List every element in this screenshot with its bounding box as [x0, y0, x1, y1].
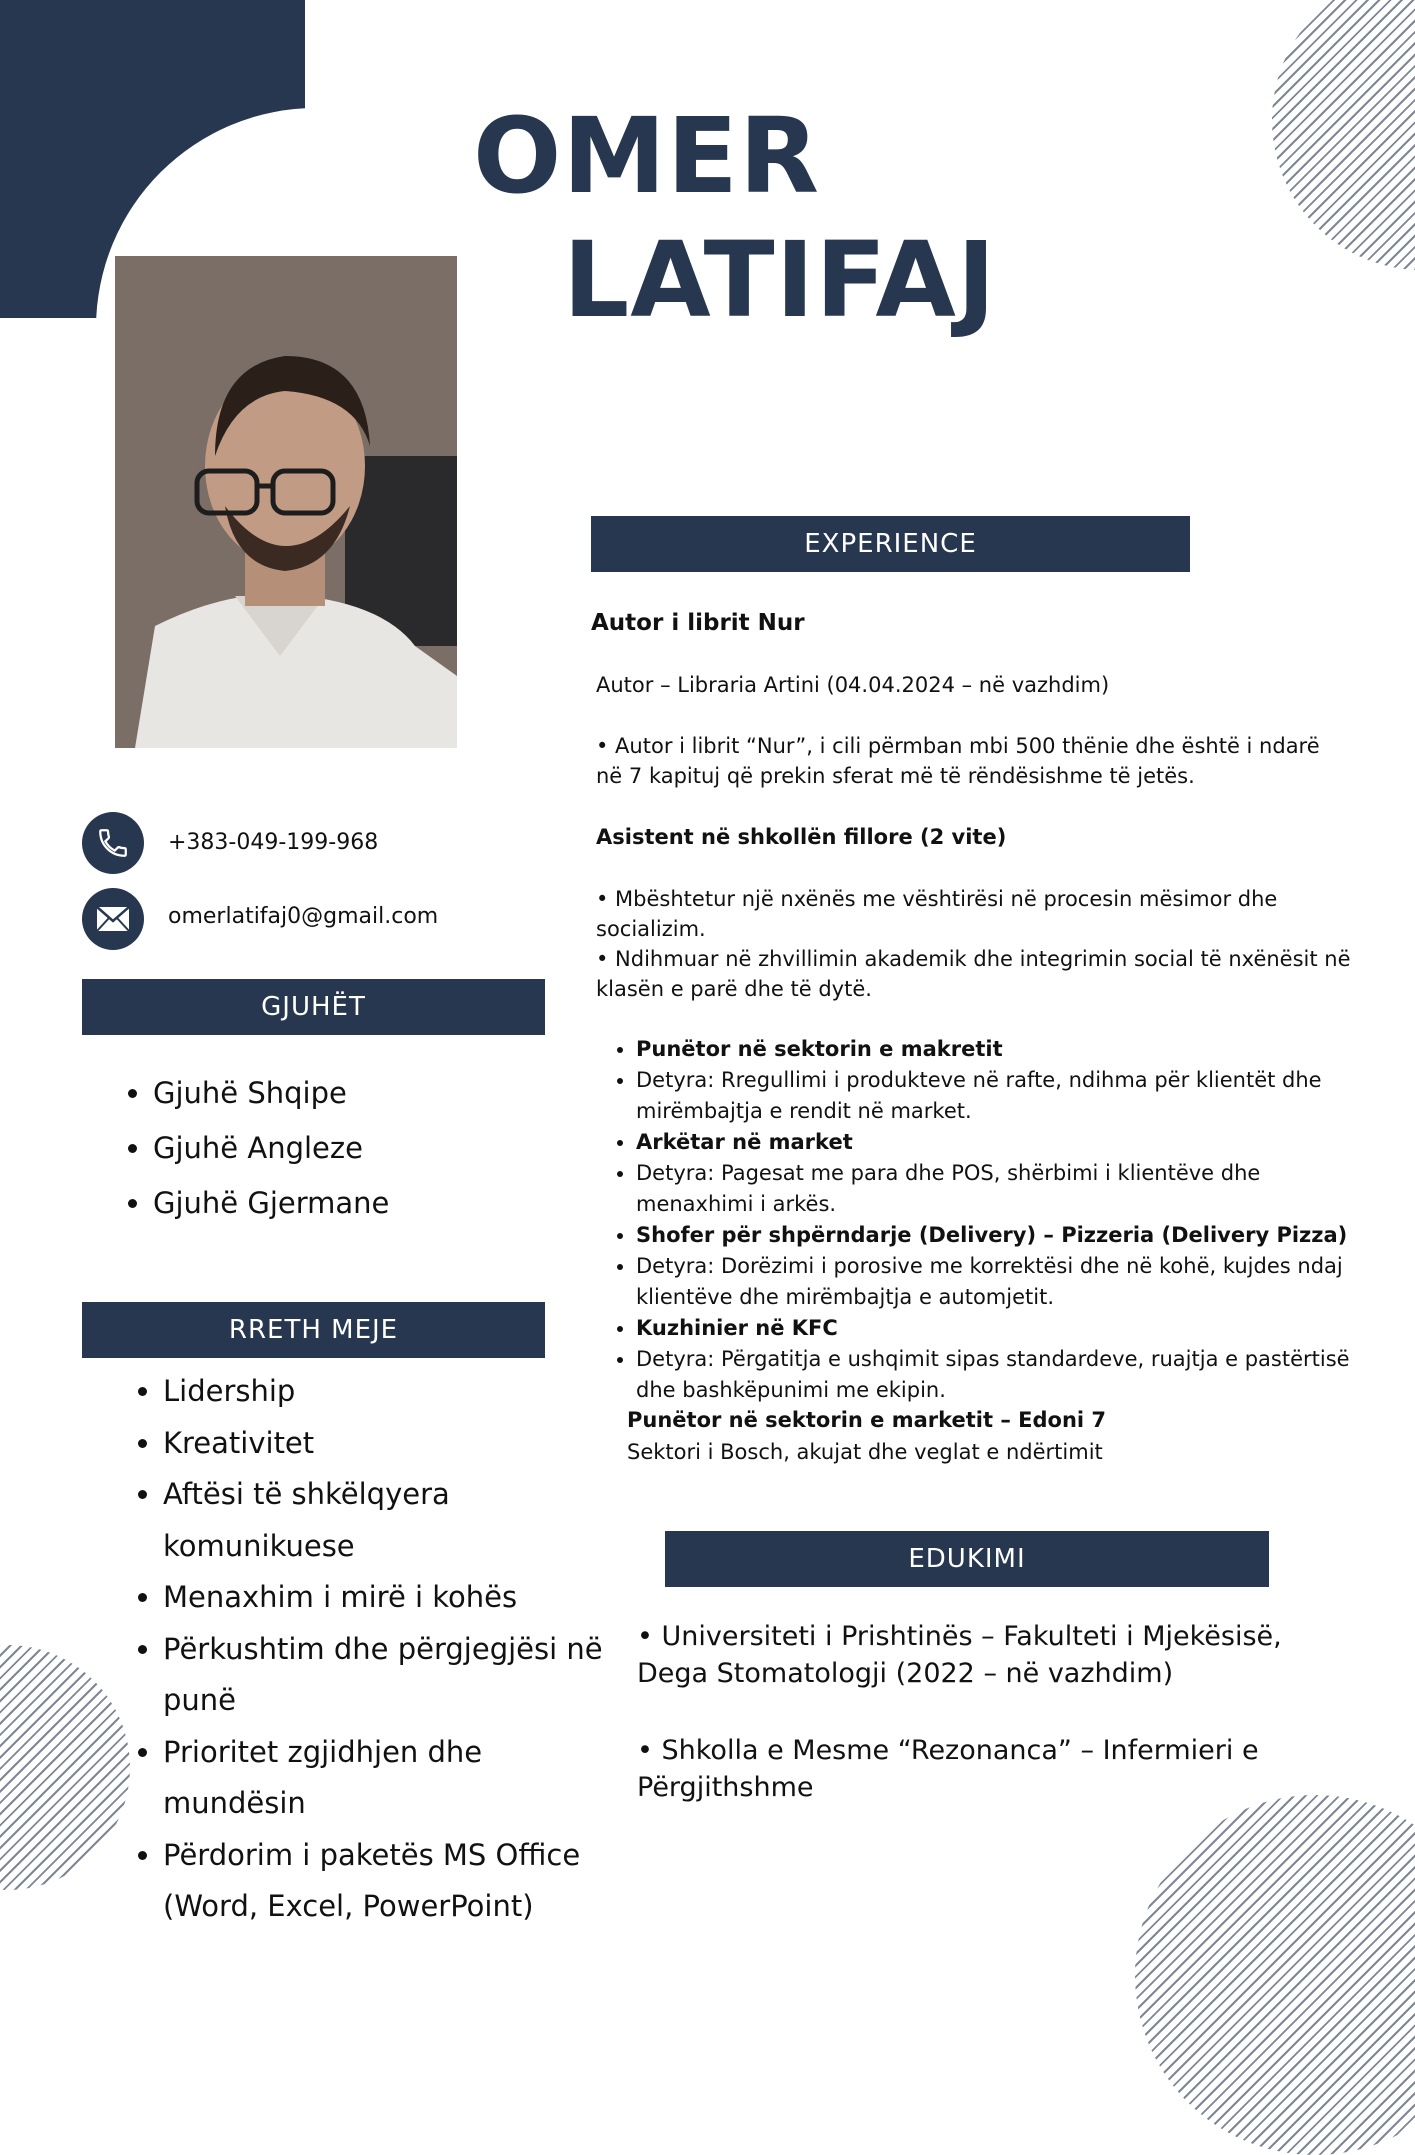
- about-item: • Menaxhim i mirë i kohës: [163, 1572, 603, 1624]
- assistant-point: • Ndihmuar në zhvillimin akademik dhe integrimin social të nxënësit në klasën e parë dhe të dytë.: [596, 947, 1351, 1001]
- education-heading: EDUKIMI: [665, 1531, 1269, 1587]
- about-item: • Aftësi të shkëlqyera komunikuese: [163, 1469, 603, 1572]
- author-title: Autor i librit Nur: [591, 610, 805, 636]
- language-item: • Gjuhë Gjermane: [153, 1176, 533, 1231]
- job-title: • Kuzhinier në KFC: [636, 1313, 1356, 1344]
- jobs-list: [596, 1034, 1356, 1406]
- job-duty: • Detyra: Rregullimi i produkteve në rafte, ndihma për klientët dhe mirëmbajtja e rendit në market.: [636, 1065, 1356, 1127]
- education-item: • Shkolla e Mesme “Rezonanca” – Infermieri e Përgjithshme: [637, 1735, 1259, 1803]
- job-title: • Shofer për shpërndarje (Delivery) – Pizzeria (Delivery Pizza): [636, 1220, 1356, 1251]
- email-address: omerlatifaj0@gmail.com: [168, 904, 439, 929]
- assistant-point: • Mbështetur një nxënës me vështirësi në procesin mësimor dhe socializim.: [596, 887, 1278, 941]
- languages-heading: GJUHËT: [82, 979, 545, 1035]
- assistant-title: Asistent në shkollën fillore (2 vite): [596, 825, 1007, 849]
- hatch-circle-bottom-left: [0, 1645, 130, 1890]
- about-item: • Kreativitet: [163, 1418, 603, 1470]
- about-list: [113, 1366, 603, 1933]
- job-title: • Punëtor në sektorin e makretit: [636, 1034, 1356, 1065]
- education-item: • Universiteti i Prishtinës – Fakulteti i Mjekësisë, Dega Stomatologji (2022 – në vazhdim): [637, 1621, 1282, 1689]
- language-item: • Gjuhë Shqipe: [153, 1066, 533, 1121]
- languages-list: [113, 1066, 533, 1231]
- job-duty: • Detyra: Pagesat me para dhe POS, shërbimi i klientëve dhe menaxhimi i arkës.: [636, 1158, 1356, 1220]
- hatch-circle-top-right: [1272, 0, 1415, 270]
- profile-photo: [115, 256, 457, 748]
- about-item: • Përdorim i paketës MS Office (Word, Excel, PowerPoint): [163, 1830, 603, 1933]
- author-description: • Autor i librit “Nur”, i cili përmban mbi 500 thënie dhe është i ndarë në 7 kapituj që prekin sferat më të rëndësishme të jetës.: [596, 734, 1320, 788]
- phone-number: +383-049-199-968: [168, 830, 379, 855]
- job-duty: • Detyra: Dorëzimi i porosive me korrektësi dhe në kohë, kujdes ndaj klientëve dhe mirëmbajtja e automjetit.: [636, 1251, 1356, 1313]
- experience-heading: EXPERIENCE: [591, 516, 1190, 572]
- edoni-description: Sektori i Bosch, akujat dhe veglat e ndërtimit: [627, 1440, 1103, 1464]
- about-heading: RRETH MEJE: [82, 1302, 545, 1358]
- edoni-title: Punëtor në sektorin e marketit – Edoni 7: [627, 1408, 1107, 1432]
- hatch-circle-bottom-right: [1135, 1795, 1415, 2155]
- about-item: • Prioritet zgjidhjen dhe mundësin: [163, 1727, 603, 1830]
- language-item: • Gjuhë Angleze: [153, 1121, 533, 1176]
- author-role: Autor – Libraria Artini (04.04.2024 – në vazhdim): [596, 673, 1110, 697]
- phone-icon: [82, 812, 144, 874]
- envelope-icon: [82, 888, 144, 950]
- job-duty: • Detyra: Përgatitja e ushqimit sipas standardeve, ruajtja e pastërtisë dhe bashkëpunimi me ekipin.: [636, 1344, 1356, 1406]
- job-title: • Arkëtar në market: [636, 1127, 1356, 1158]
- about-item: • Përkushtim dhe përgjegjësi në punë: [163, 1624, 603, 1727]
- about-item: • Lidership: [163, 1366, 603, 1418]
- portrait-illustration: [115, 256, 457, 748]
- last-name: LATIFAJ: [563, 219, 997, 341]
- first-name: OMER: [473, 95, 821, 217]
